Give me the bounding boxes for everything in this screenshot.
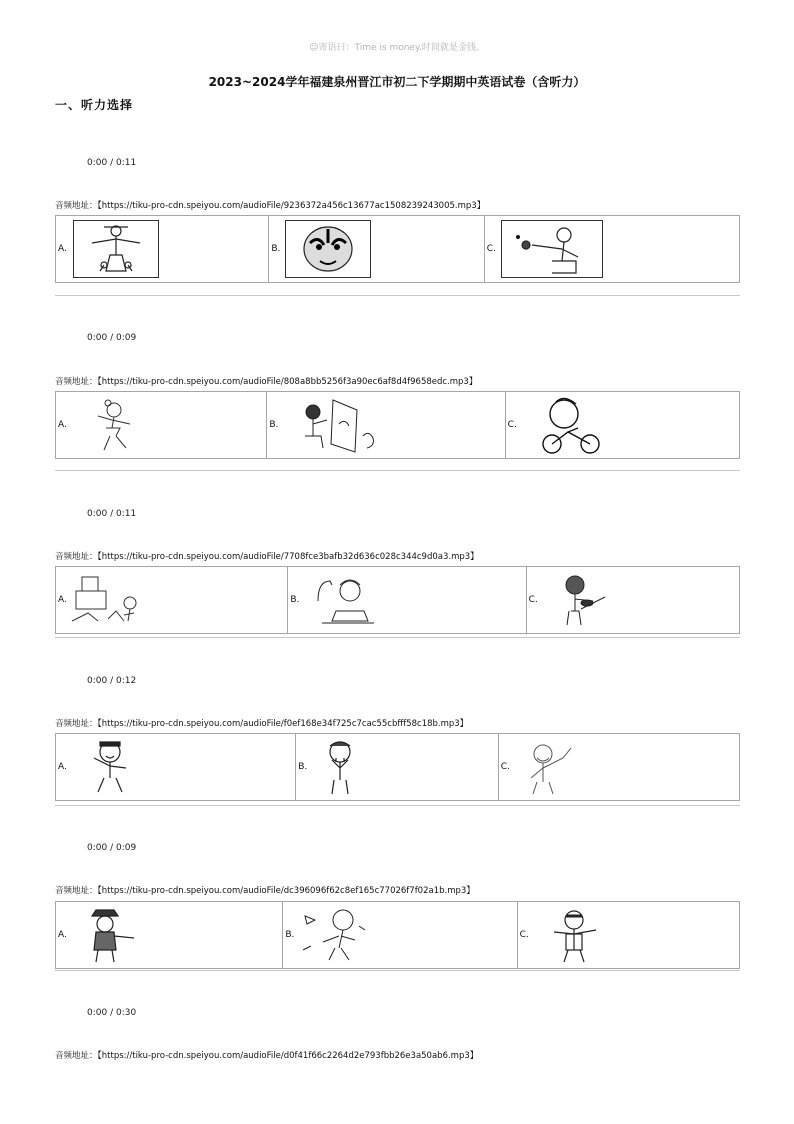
option-b[interactable] (269, 216, 484, 282)
options-row (55, 391, 740, 459)
boy-studying-icon (312, 571, 382, 629)
option-label: B. (269, 420, 279, 430)
option-label: A. (58, 420, 67, 430)
audio-player-time[interactable]: 0:00 / 0:30 (87, 1008, 137, 1018)
tv-and-mess-icon (68, 571, 148, 629)
separator (55, 805, 740, 806)
audio-player-time[interactable]: 0:00 / 0:11 (87, 158, 137, 168)
option-a[interactable] (56, 902, 283, 968)
audio-address: 音频地址：【https://tiku-pro-cdn.speiyou.com/audioFile/9236372a456c13677ac1508239243005.mp3】 (55, 201, 486, 211)
option-label: A. (58, 762, 67, 772)
option-a[interactable] (56, 216, 269, 282)
audio-player-time[interactable]: 0:00 / 0:09 (87, 843, 137, 853)
section-heading: 一、听力选择 (55, 98, 134, 112)
options-row (55, 733, 740, 801)
option-label: B. (290, 595, 300, 605)
page-watermark: ☺寄语曰：Time is money.时间就是金钱。 (309, 43, 485, 53)
option-b[interactable] (267, 392, 505, 458)
opera-mask-icon (285, 220, 371, 278)
girl-cycling-icon (538, 396, 608, 454)
option-label: C. (486, 244, 496, 254)
old-man-pointing-icon (523, 738, 583, 796)
option-c[interactable] (518, 902, 739, 968)
folk-dancer-icon (73, 220, 159, 278)
option-a[interactable] (56, 392, 267, 458)
options-row (55, 215, 740, 283)
option-c[interactable] (506, 392, 739, 458)
separator (55, 970, 740, 971)
separator (55, 637, 740, 638)
audio-address: 音频地址：【https://tiku-pro-cdn.speiyou.com/audioFile/7708fce3bafb32d636c028c344c9d0a3.mp3】 (55, 552, 479, 562)
option-label: C. (528, 595, 538, 605)
option-label: C. (519, 930, 529, 940)
crying-boy-icon (318, 738, 368, 796)
option-label: C. (500, 762, 510, 772)
audio-player-time[interactable]: 0:00 / 0:12 (87, 676, 137, 686)
option-label: A. (58, 595, 67, 605)
option-a[interactable] (56, 734, 296, 800)
violinist-icon (553, 571, 613, 629)
audio-player-time[interactable]: 0:00 / 0:09 (87, 333, 137, 343)
dancing-girl-icon (86, 396, 146, 454)
separator (55, 295, 740, 296)
girl-drawing-icon (293, 396, 383, 454)
audio-address: 音频地址：【https://tiku-pro-cdn.speiyou.com/audioFile/d0f41f66c2264d2e793fbb26e3a50ab6.mp3】 (55, 1051, 479, 1061)
separator (55, 470, 740, 471)
option-b[interactable] (283, 902, 517, 968)
policeman-icon (82, 906, 142, 964)
options-row (55, 566, 740, 634)
audio-address: 音频地址：【https://tiku-pro-cdn.speiyou.com/audioFile/dc396096f62c8ef165c77026f7f02a1b.mp3】 (55, 886, 475, 896)
option-label: C. (507, 420, 517, 430)
ping-pong-player-icon (501, 220, 603, 278)
doctor-icon (540, 906, 610, 964)
option-c[interactable] (527, 567, 739, 633)
option-c[interactable] (485, 216, 739, 282)
option-label: B. (271, 244, 281, 254)
option-a[interactable] (56, 567, 288, 633)
audio-address: 音频地址：【https://tiku-pro-cdn.speiyou.com/audioFile/808a8bb5256f3a90ec6af8d4f9658edc.mp3】 (55, 377, 478, 387)
astronaut-icon (299, 906, 369, 964)
option-b[interactable] (296, 734, 498, 800)
option-label: A. (58, 930, 67, 940)
option-b[interactable] (288, 567, 526, 633)
audio-player-time[interactable]: 0:00 / 0:11 (87, 509, 137, 519)
option-label: B. (298, 762, 308, 772)
option-label: B. (285, 930, 295, 940)
happy-boy-icon (82, 738, 142, 796)
options-row (55, 901, 740, 969)
option-label: A. (58, 244, 67, 254)
page-title: 2023~2024学年福建泉州晋江市初二下学期期中英语试卷（含听力） (208, 75, 586, 89)
option-c[interactable] (499, 734, 739, 800)
audio-address: 音频地址：【https://tiku-pro-cdn.speiyou.com/audioFile/f0ef168e34f725c7cac55cbfff58c18b.mp3】 (55, 719, 469, 729)
